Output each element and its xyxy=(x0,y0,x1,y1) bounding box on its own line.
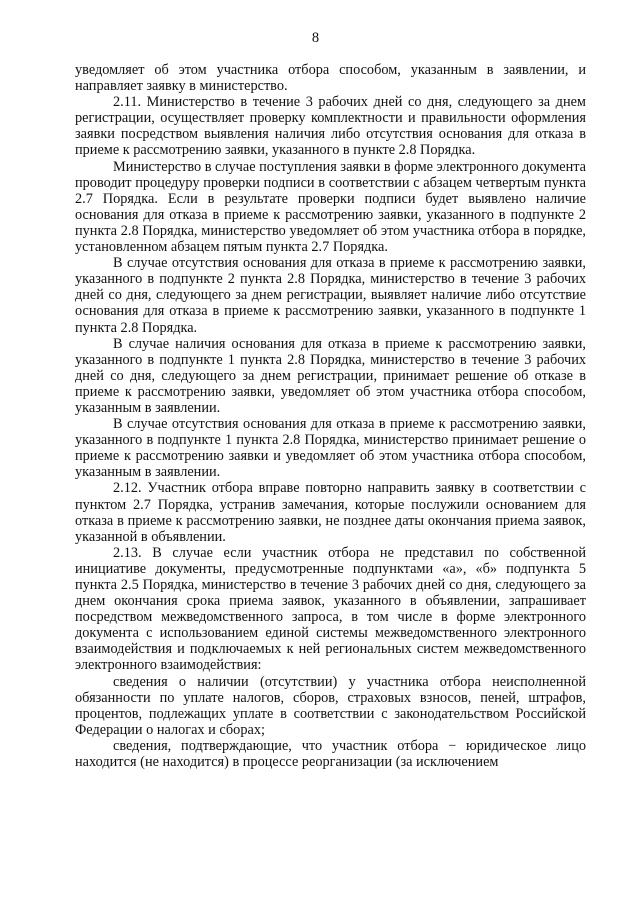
paragraph-2-11: 2.11. Министерство в течение 3 рабочих дней со дня, следующего за днем регистрации, осуществляет проверку комплектности и правильности оформления заявки посредством выявления наличия либо отсутствия основания для отказа в приеме к рассмотрению заявки, указанного в пункте 2.8 Порядка. xyxy=(75,94,586,159)
paragraph-no-ground-subitem-1: В случае отсутствия основания для отказа в приеме к рассмотрению заявки, указанного в подпункте 1 пункта 2.8 Порядка, министерство принимает решение о приеме к рассмотрению заявки и уведомляет об этом участника отбора способом, указанным в заявлении. xyxy=(75,416,586,481)
paragraph-2-13: 2.13. В случае если участник отбора не представил по собственной инициативе документы, предусмотренные подпунктами «а», «б» подпункта 5 пункта 2.5 Порядка, министерство в течение 3 рабочих дней со дня, следующего за днем окончания срока приема заявок, указанного в объявлении, запрашивает посредством межведомственного запроса, в том числе в форме электронного документа с использованием единой системы межведомственного электронного взаимодействия и подключаемых к ней региональных систем межведомственного электронного взаимодействия: xyxy=(75,544,586,674)
paragraph-tax-info: сведения о наличии (отсутствии) у участника отбора неисполненной обязанности по уплате налогов, сборов, страховых взносов, пеней, штрафов, процентов, подлежащих уплате в соответствии с законодательством Российской Федерации о налогах и сборах; xyxy=(75,673,586,738)
paragraph-signature-check: Министерство в случае поступления заявки в форме электронного документа проводит процедуру проверки подписи в соответствии с абзацем четвертым пункта 2.7 Порядка. Если в результате проверки подписи будет выявлено наличие основания для отказа в приеме к рассмотрению заявки, указанного в подпункте 2 пункта 2.8 Порядка, министерство уведомляет об этом участника отбора в порядке, установленном абзацем пятым пункта 2.7 Порядка. xyxy=(75,158,587,256)
paragraph-no-ground-subitem-2: В случае отсутствия основания для отказа в приеме к рассмотрению заявки, указанного в подпункте 2 пункта 2.8 Порядка, министерство в течение 3 рабочих дней со дня, следующего за днем регистрации, выявляет наличие либо отсутствие основания для отказа в приеме к рассмотрению заявки, указанного в подпункте 1 пункта 2.8 Порядка. xyxy=(75,255,586,336)
paragraph-reorganization-info: сведения, подтверждающие, что участник отбора − юридическое лицо находится (не находится) в процессе реорганизации (за исключением xyxy=(75,737,586,771)
paragraph-continuation: уведомляет об этом участника отбора способом, указанным в заявлении, и направляет заявку в министерство. xyxy=(75,62,586,95)
paragraph-ground-present: В случае наличия основания для отказа в приеме к рассмотрению заявки, указанного в подпункте 1 пункта 2.8 Порядка, министерство в течение 3 рабочих дней со дня, следующего за днем регистрации, принимает решение об отказе в приеме к рассмотрению заявки, уведомляет об этом участника отбора способом, указанным в заявлении. xyxy=(75,335,586,416)
paragraph-2-12: 2.12. Участник отбора вправе повторно направить заявку в соответствии с пунктом 2.7 Порядка, устранив замечания, которые послужили основанием для отказа в приеме к рассмотрению заявки, не позднее даты окончания приема заявок, указанной в объявлении. xyxy=(75,480,586,545)
page-number: 8 xyxy=(311,30,320,46)
document-body xyxy=(75,62,586,770)
